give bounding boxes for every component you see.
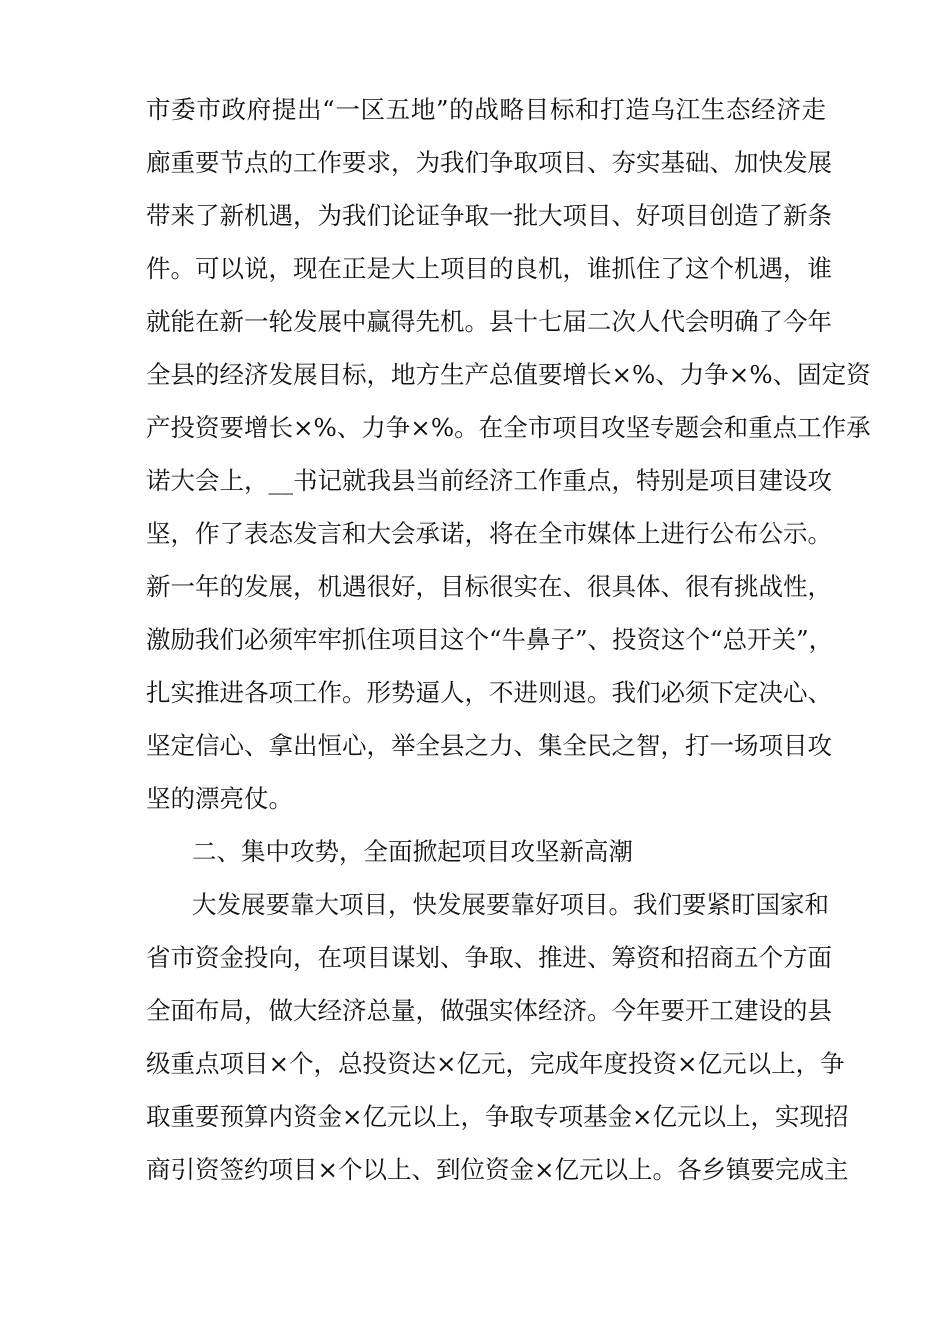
body-text-line: 坚定信心、拿出恒心，举全县之力、集全民之智，打一场项目攻 (146, 731, 832, 760)
body-text-line: 就能在新一轮发展中赢得先机。县十七届二次人代会明确了今年 (146, 307, 832, 336)
body-text-line: 大发展要靠大项目，快发展要靠好项目。我们要紧盯国家和 (192, 890, 829, 919)
body-text-line: 取重要预算内资金×亿元以上，争取专项基金×亿元以上，实现招 (146, 1102, 849, 1131)
body-text-line: 级重点项目×个，总投资达×亿元，完成年度投资×亿元以上，争 (146, 1049, 845, 1078)
body-text-line: 市委市政府提出“一区五地”的战略目标和打造乌江生态经济走 (146, 95, 826, 124)
body-text-line: 诺大会上，__书记就我县当前经济工作重点，特别是项目建设攻 (146, 466, 832, 495)
body-text-line: 全面布局，做大经济总量，做强实体经济。今年要开工建设的县 (146, 996, 832, 1025)
body-text-line: 件。可以说，现在正是大上项目的良机，谁抓住了这个机遇，谁 (146, 254, 832, 283)
body-text-line: 激励我们必须牢牢抓住项目这个“牛鼻子”、投资这个“总开关”， (146, 625, 834, 654)
body-text-line: 产投资要增长×%、力争×%。在全市项目攻坚专题会和重点工作承 (146, 413, 871, 442)
body-text-line: 坚的漂亮仗。 (146, 784, 293, 813)
body-text-line: 新一年的发展，机遇很好，目标很实在、很具体、很有挑战性， (146, 572, 832, 601)
section-heading: 二、集中攻势，全面掀起项目攻坚新高潮 (192, 837, 633, 866)
body-text-line: 带来了新机遇，为我们论证争取一批大项目、好项目创造了新条 (146, 201, 832, 230)
body-text-line: 商引资签约项目×个以上、到位资金×亿元以上。各乡镇要完成主 (146, 1155, 849, 1184)
body-text-line: 省市资金投向，在项目谋划、争取、推进、筹资和招商五个方面 (146, 943, 832, 972)
body-text-line: 全县的经济发展目标，地方生产总值要增长×%、力争×%、固定资 (146, 360, 871, 389)
body-text-line: 扎实推进各项工作。形势逼人，不进则退。我们必须下定决心、 (146, 678, 832, 707)
body-text-line: 廊重要节点的工作要求，为我们争取项目、夯实基础、加快发展 (146, 148, 832, 177)
body-text-line: 坚，作了表态发言和大会承诺，将在全市媒体上进行公布公示。 (146, 519, 832, 548)
